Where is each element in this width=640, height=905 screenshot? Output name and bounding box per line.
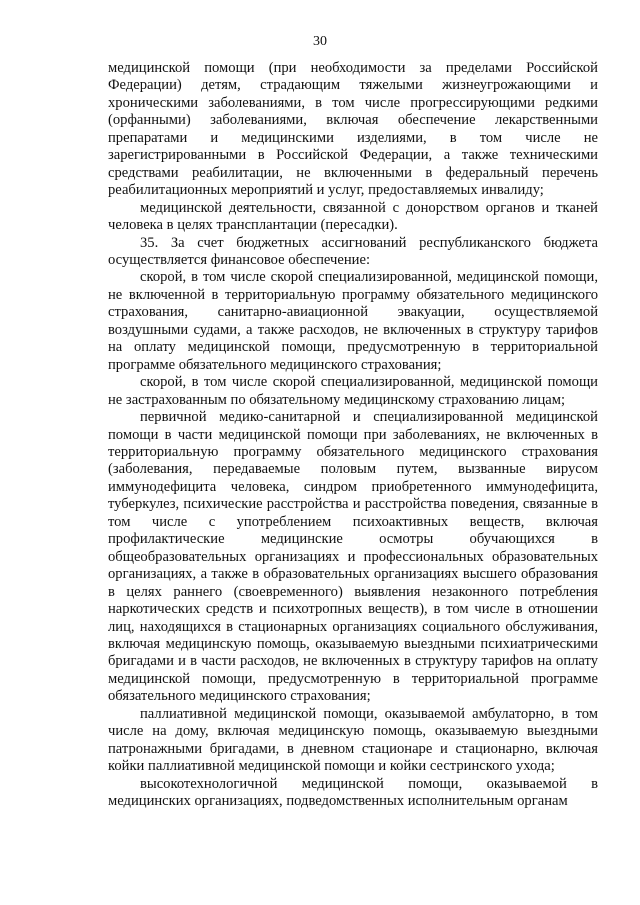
paragraph-continuation: медицинской помощи (при необходимости за пределами Российской Федерации) детям, страдающим тяжелыми жизнеугрожающими и хроническими заболеваниями, в том числе прогрессирующими редкими (орфанными) заболеваниями, включая обеспечение лекарственными препаратами и медицинскими изделиями, в том числе не зарегистрированными в Российской Федерации, а также техническими средствами реабилитации, не включенными в федеральный перечень реабилитационных мероприятий и услуг, предоставляемых инвалиду; — [108, 60, 598, 199]
document-body — [108, 60, 598, 810]
paragraph-palliative-care: паллиативной медицинской помощи, оказываемой амбулаторно, в том числе на дому, включая медицинскую помощь, оказываемую выездными патронажными бригадами, в дневном стационаре и стационарно, включая койки паллиативной медицинской помощи и койки сестринского ухода; — [108, 705, 598, 775]
paragraph-clause-35: 35. За счет бюджетных ассигнований республиканского бюджета осуществляется финансовое обеспечение: — [108, 234, 598, 268]
paragraph-primary-care: первичной медико-санитарной и специализированной медицинской помощи в части медицинской помощи при заболеваниях, не включенных в территориальную программу обязательного медицинского страхования (заболевания, передаваемые половым путем, вызванные вирусом иммунодефицита человека, синдром приобретенного иммунодефицита, туберкулез, психические расстройства и расстройства поведения, связанные в том числе с употреблением психоактивных веществ, включая профилактические медицинские осмотры обучающихся в общеобразовательных организациях и профессиональных образовательных организациях, а также в образовательных организациях высшего образования в целях раннего (своевременного) выявления незаконного потребления наркотических средств и психотропных веществ), в том числе в отношении лиц, находящихся в стационарных организациях социального обслуживания, включая медицинскую помощь, оказываемую выездными психиатрическими бригадами и в части расходов, не включенных в структуру тарифов на оплату медицинской помощи, предусмотренную в территориальной программе обязательного медицинского страхования; — [108, 409, 598, 705]
page-number: 30 — [313, 34, 327, 49]
paragraph-emergency-care: скорой, в том числе скорой специализированной, медицинской помощи, не включенной в территориальную программу обязательного медицинского страхования, санитарно-авиационной эвакуации, осуществляемой воздушными судами, а также расходов, не включенных в структуру тарифов на оплату медицинской помощи, предусмотренную в территориальной программе обязательного медицинского страхования; — [108, 269, 598, 373]
paragraph-high-tech-care: высокотехнологичной медицинской помощи, оказываемой в медицинских организациях, подведомственных исполнительным органам — [108, 775, 598, 810]
paragraph-emergency-uninsured: скорой, в том числе скорой специализированной, медицинской помощи не застрахованным по обязательному медицинскому страхованию лицам; — [108, 374, 598, 408]
paragraph-donation: медицинской деятельности, связанной с донорством органов и тканей человека в целях трансплантации (пересадки). — [108, 199, 598, 234]
